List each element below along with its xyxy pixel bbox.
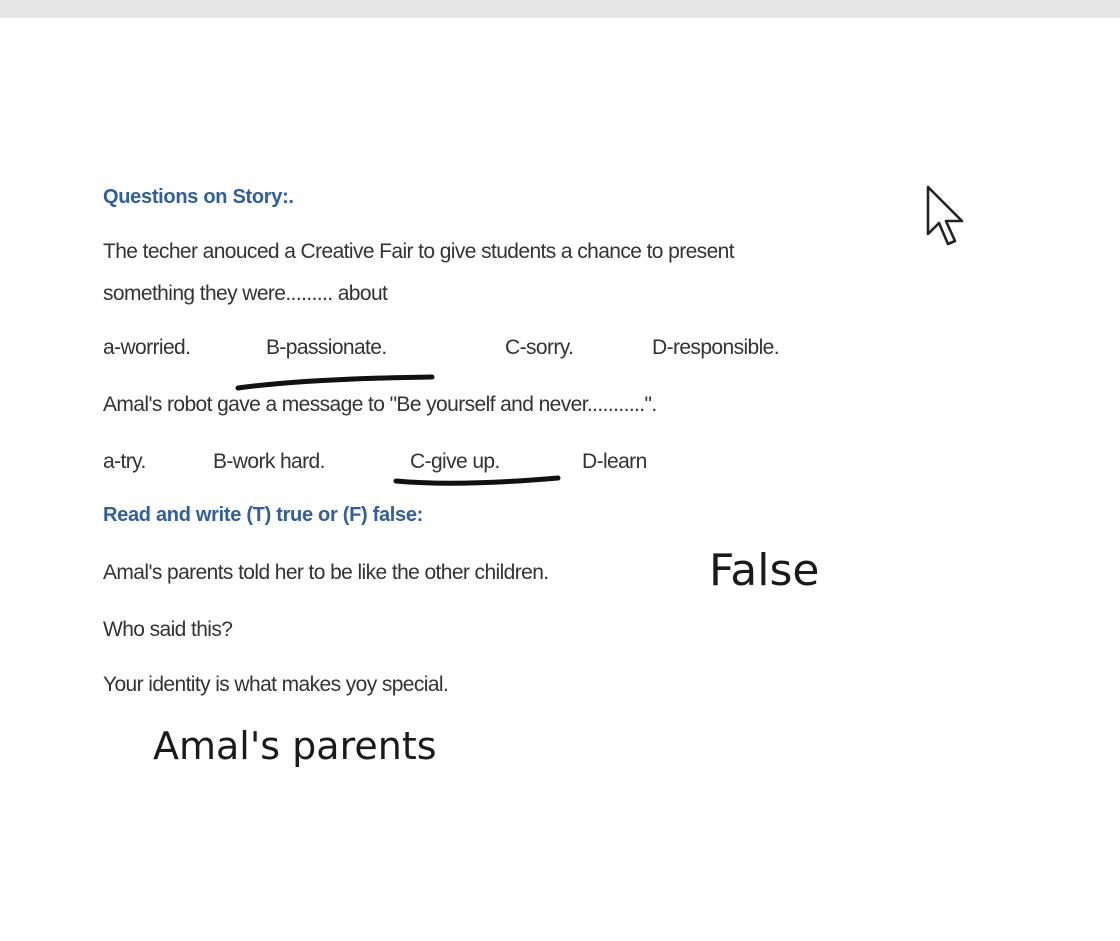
q2-option-d: D-learn xyxy=(582,450,647,473)
who-said-question: Who said this? xyxy=(103,618,233,641)
quote-line: Your identity is what makes yoy special. xyxy=(103,673,449,696)
underline-passionate xyxy=(238,377,432,388)
q2-option-b: B-work hard. xyxy=(213,450,325,473)
question-2-line: Amal's robot gave a message to "Be yourself and never...........". xyxy=(103,393,657,416)
q2-option-a: a-try. xyxy=(103,450,146,473)
handwritten-answer-false: False xyxy=(709,545,820,596)
question-1-line-2: something they were......... about xyxy=(103,282,388,305)
mouse-pointer-icon xyxy=(924,184,972,250)
q1-option-b: B-passionate. xyxy=(266,336,387,359)
q1-option-d: D-responsible. xyxy=(652,336,779,359)
true-false-heading: Read and write (T) true or (F) false: xyxy=(103,504,424,526)
question-1-line-1: The techer anouced a Creative Fair to give students a chance to present xyxy=(103,240,734,263)
q1-option-a: a-worried. xyxy=(103,336,191,359)
q1-option-c: C-sorry. xyxy=(505,336,574,359)
true-false-statement: Amal's parents told her to be like the other children. xyxy=(103,561,549,584)
q2-option-c: C-give up. xyxy=(410,450,500,473)
handwritten-answer-speaker: Amal's parents xyxy=(153,724,437,768)
questions-heading: Questions on Story:. xyxy=(103,186,294,208)
underline-give-up xyxy=(396,478,558,483)
